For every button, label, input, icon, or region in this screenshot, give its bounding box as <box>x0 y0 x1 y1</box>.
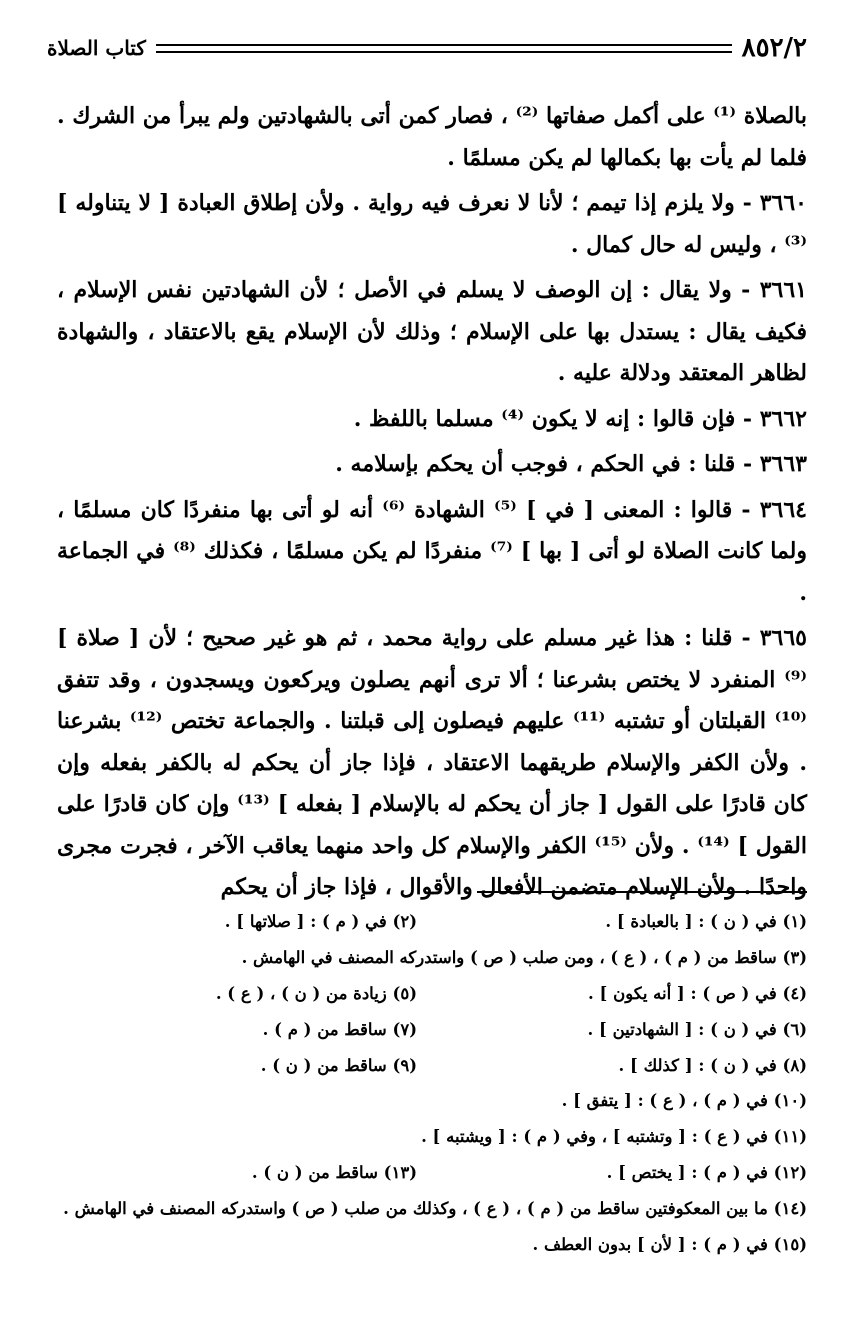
footnote-11: (١١) في ( ع ) : [ وتشتبه ] ، وفي ( م ) : [ ويشتبه ] . <box>421 1127 807 1147</box>
footnote-9: (٩) ساقط من ( ن ) . <box>260 1055 417 1075</box>
footnote-15: (١٥) في ( م ) : [ لأن ] بدون العطف . <box>532 1234 807 1254</box>
footnote-row <box>47 1047 807 1083</box>
paragraph: بالصلاة ⁽¹⁾ على أكمل صفاتها ⁽²⁾ ، فصار كمن أتى بالشهادتين ولم يبرأ من الشرك . فلما لم يأت بها بكمالها لم يكن مسلمًا . <box>57 103 808 171</box>
footnote-row <box>47 1011 807 1047</box>
footnote-row <box>47 1083 807 1119</box>
paragraph-3663: ٣٦٦٣ - قلنا : في الحكم ، فوجب أن يحكم بإسلامه . <box>335 451 807 477</box>
footnote-separator <box>477 891 807 893</box>
footnote-14: (١٤) ما بين المعكوفتين ساقط من ( م ) ، ( ع ) ، وكذلك من صلب ( ص ) واستدركه المصنف في الهامش . <box>63 1198 807 1218</box>
footnote-6: (٦) في ( ن ) : [ الشهادتين ] . <box>587 1019 807 1039</box>
footnote-10: (١٠) في ( م ) ، ( ع ) : [ يتفق ] . <box>561 1091 807 1111</box>
footnote-row <box>47 1190 807 1226</box>
main-text <box>57 96 807 909</box>
footnote-row <box>47 1119 807 1155</box>
footnote-8: (٨) في ( ن ) : [ كذلك ] . <box>618 1055 807 1075</box>
paragraph-3661: ٣٦٦١ - ولا يقال : إن الوصف لا يسلم في الأصل ؛ لأن الشهادتين نفس الإسلام ، فكيف يقال : يستدل بها على الإسلام ؛ وذلك لأن الإسلام يقع بالاعتقاد ، والشهادة لظاهر المعتقد ودلالة عليه . <box>57 277 807 386</box>
running-header <box>47 28 807 68</box>
footnote-4: (٤) في ( ص ) : [ أنه يكون ] . <box>588 983 807 1003</box>
footnote-1: (١) في ( ن ) : [ بالعبادة ] . <box>605 912 807 932</box>
footnote-row <box>47 1155 807 1191</box>
footnote-13: (١٣) ساقط من ( ن ) . <box>251 1162 417 1182</box>
footnote-3: (٣) ساقط من ( م ) ، ( ع ) ، ومن صلب ( ص ) واستدركه المصنف في الهامش . <box>241 948 807 968</box>
footnote-5: (٥) زيادة من ( ن ) ، ( ع ) . <box>215 983 417 1003</box>
paragraph-3662: ٣٦٦٢ - فإن قالوا : إنه لا يكون ⁽⁴⁾ مسلما باللفظ . <box>353 405 807 432</box>
footnote-row <box>47 904 807 940</box>
footnote-row <box>47 1226 807 1262</box>
footnote-row <box>47 940 807 976</box>
header-double-rule <box>156 44 732 53</box>
footnote-7: (٧) ساقط من ( م ) . <box>262 1019 417 1039</box>
footnote-2: (٢) في ( م ) : [ صلاتها ] . <box>224 912 417 932</box>
page-number: ٨٥٢/٢ <box>741 33 807 63</box>
footnote-12: (١٢) في ( م ) : [ يختص ] . <box>606 1162 807 1182</box>
paragraph-3664: ٣٦٦٤ - قالوا : المعنى [ في ] ⁽⁵⁾ الشهادة ⁽⁶⁾ أنه لو أتى بها منفردًا كان مسلمًا ، ولما كانت الصلاة لو أتى [ بها ] ⁽⁷⁾ منفردًا لم يكن مسلمًا ، فكذلك ⁽⁸⁾ في الجماعة . <box>57 496 807 606</box>
footnote-row <box>47 976 807 1012</box>
book-title: كتاب الصلاة <box>47 36 146 60</box>
paragraph-3665: ٣٦٦٥ - قلنا : هذا غير مسلم على رواية محمد ، ثم هو غير صحيح ؛ لأن [ صلاة ] ⁽⁹⁾ المنفرد لا يختص بشرعنا ؛ ألا ترى أنهم يصلون ويركعون ويسجدون ، وقد تتفق ⁽¹⁰⁾ القبلتان أو تشتبه ⁽¹¹⁾ عليهم فيصلون إلى قبلتنا . والجماعة تختص ⁽¹²⁾ بشرعنا . ولأن الكفر والإسلام طريقهما الاعتقاد ، فإذا جاز أن يحكم له بالكفر بفعله وإن كان قادرًا على القول [ جاز أن يحكم له بالإسلام [ بفعله ] ⁽¹³⁾ وإن كان قادرًا على القول ] ⁽¹⁴⁾ . ولأن ⁽¹⁵⁾ الكفر والإسلام كل واحد منهما يعاقب الآخر ، فجرت مجرى واحدًا . ولأن الإسلام متضمن الأفعال والأقوال ، فإذا جاز أن يحكم <box>57 625 807 900</box>
footnotes <box>47 904 807 1262</box>
paragraph-3660: ٣٦٦٠ - ولا يلزم إذا تيمم ؛ لأنا لا نعرف فيه رواية . ولأن إطلاق العبادة [ لا يتناوله ] ⁽³⁾ ، وليس له حال كمال . <box>57 190 807 258</box>
